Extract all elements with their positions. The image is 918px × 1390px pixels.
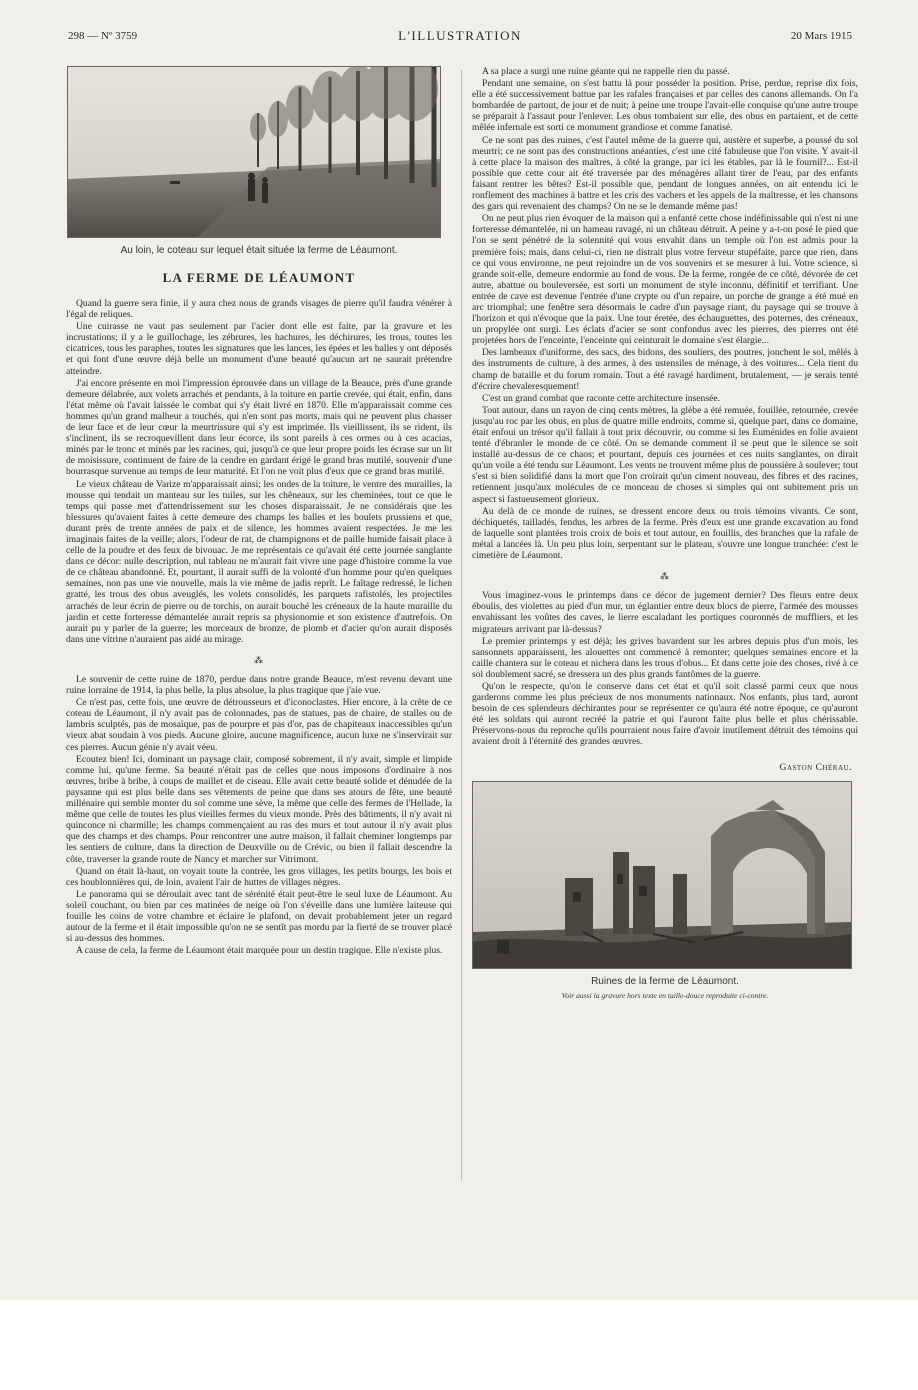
left-column — [66, 66, 452, 957]
article-paragraph: Le vieux château de Varize m'apparaissait ainsi; les ondes de la toiture, le ventre des murailles, la mousse qui tendait un manteau sur les tuiles, sur les chêneaux, sur les cheminées, tout ce que le temps qui passe met d'attendrissement sur les choses disparaissait. Je ne considérais que les blessures qu'avaient faites à cette demeure des champs les balles et les boulets prussiens et que, durant près de trente années de paix et de silence, les hommes avaient respectées. Je me les imaginais faites de la veille; alors, l'odeur de rat, de champignons et de paille humide faisait place à celle de la poudre et des feux de bivouac. Je me représentais ce qu'avait été cette journée sanglante dans ce décor: nulle description, nul tableau ne m'aurait fait vivre une page d'histoire comme la vue de ce château abandonné. Et, pourtant, il aurait suffi de la volonté d'un homme pour qu'en quelques semaines, non pas une vie nouvelle, mais la vie même de jadis reprît. Le faîtage redressé, le lichen gratté, les trous des obus aveuglés, les volets consolidés, les parquets rafistolés, les projectiles arrachés de leur écrin de pierre ou de torchis, on aurait bouché les créneaux de la haute muraille du jardin et cette forteresse démantelée aurait repris sa physionomie et son existence d'autrefois. On aurait pu y parler de la guerre; les morceaux de bronze, de plomb et d'acier qu'on aurait disposés dans une vitrine n'auraient pas aidé au mirage. — [66, 478, 452, 645]
right-column — [472, 66, 858, 1000]
section-separator: ⁂ — [254, 654, 264, 665]
article-paragraph: Une cuirasse ne vaut pas seulement par l'acier dont elle est faite, par la gravure et les incrustations; il y a le guillochage, les zébrures, les hachures, les déchirures, les trous, toutes les cicatrices, tous les paraphes, toutes les signatures que les lances, les épées et les balles y ont déposés et qui font d'une œuvre déjà belle un monument d'une beauté qu'aucun art ne saurait prétendre atteindre. — [66, 321, 452, 377]
section-separator: ⁂ — [660, 571, 670, 582]
article-paragraph: C'est un grand combat que raconte cette architecture insensée. — [482, 392, 721, 404]
article-paragraph: Ecoutez bien! Ici, dominant un paysage clair, composé sobrement, il n'y avait, simple et limpide comme lui, qu'une ferme. Sa beauté n'était pas de celles que nous imposons d'ordinaire à nos œuvres, bribe à bribe, à coups de maillet et de ciseau. Elle avait cette beauté solide et dénudée de la paysanne qui est plus belle dans ses vêtements de peine que dans ses atours de fête, une beauté millénaire qui semble monter du sol comme une sève, la même que celle des fermes de l'Hellade, la même que celle de toutes les plus vieilles fermes du vieux monde. Près des bâtiments, il n'y avait ni quinconce ni charmille; les champs commençaient au ras des murs et tout autour il n'y avait plus que des champs et des champs. Pour rencontrer une autre maison, il fallait cheminer longtemps par les sentiers de culture, dans la direction de Deuxville ou de Crévic, ou bien il fallait descendre la côte, traverser la grande route de Nancy et marcher sur Vitrimont. — [66, 753, 452, 865]
article-paragraph: A sa place a surgi une ruine géante qui ne rappelle rien du passé. — [482, 66, 730, 77]
article-title: LA FERME DE LÉAUMONT — [162, 270, 356, 285]
article-paragraph: Le premier printemps y est déjà; les grives bavardent sur les arbres depuis plus d'un mois, les sansonnets apparaissent, les alouettes ont commencé à remonter; quelques semaines encore et la caille chantera sur le coteau et nichera dans les trous d'obus... Et dans cette joie des choses, rivé à ce sol doublement sacré, se dressera un des plus grands fantômes de la guerre. — [472, 635, 858, 680]
page-header — [68, 30, 852, 44]
article-paragraph: Le panorama qui se déroulait avec tant de sérénité était peut-être le seul luxe de Léaumont. Au soleil couchant, ou bien par ces matinées de neige où l'on s'éveille dans une lumière laiteuse qui fouille les coins de votre chambre et éclaire le plafond, on devait probablement jeter un regard autour de la ferme et il était impossible qu'on ne se sentît pas mordu par la fierté de se trouver placé si au-dessus des hommes. — [66, 888, 452, 945]
article-paragraph: Tout autour, dans un rayon de cinq cents mètres, la glèbe a été remuée, fouillée, retournée, crevée jusqu'au roc par les obus, en plus de quatre mille endroits, comme si, quelque part, dans ce domaine, était enfoui un trésor qu'il fallait à tout prix découvrir, ou comme si les Euménides en folie avaient tenté d'ébranler le monde de ce côté. On se demande comment il se peut que le silence se soit installé au-dessus de ce chaos; et pourtant, depuis ces journées et ces nuits sanglantes, on dirait qu'un voile a été tendu sur Léaumont. Les vents ne trouvent même plus de poussière à soulever; tout s'est si bien solidifié dans la mort que l'on croirait qu'un ciment nouveau, des fibres et des racines, retiennent jusqu'aux molécules de ce monceau de choses si simples qui ont subitement pris un aspect si fastueusement glorieux. — [472, 404, 858, 505]
page-number: 298 — Nº 3759 — [68, 30, 138, 42]
landscape-illustration — [68, 67, 440, 237]
publication-title: L'ILLUSTRATION — [398, 28, 522, 43]
right-article-text — [472, 66, 858, 773]
article-paragraph: Des lambeaux d'uniforme, des sacs, des bidons, des souliers, des poutres, jonchent le sol, mêlés à des instruments de culture, à des armes, à des ustensiles de ménage, à des voitures... Cela tient du champ de bataille et du forum romain. Tout a été ravagé hardiment, brutalement, — je serais tenté d'écrire chevaleresquement! — [472, 347, 858, 392]
ruins-illustration — [473, 782, 851, 968]
article-paragraph: Qu'on le respecte, qu'on le conserve dans cet état et qu'il soit classé parmi ceux que nous garderons comme les plus précieux de nos monuments nationaux. Nos enfants, plus tard, auront besoin de ces splendeurs déchirantes pour se représenter ce qu'aura été notre époque, ce qu'auront été les soldats qui auront recréé la patrie et qui l'auront faite plus belle et plus chérissable. Préservons-nous du reproche qu'ils pourraient nous faire d'avoir inutilement détruit des témoins qui avaient droit à l'éternité des grandes œuvres. — [472, 680, 858, 748]
landscape-photo — [67, 66, 441, 238]
article-paragraph: Quand la guerre sera finie, il y aura chez nous de grands visages de pierre qu'il faudra vénérer à l'égal de reliques. — [66, 298, 452, 321]
ruins-photo — [472, 781, 852, 969]
article-paragraph: Ce n'est pas, cette fois, une œuvre de détrousseurs et d'iconoclastes. Hier encore, à la crête de ce coteau de Léaumont, il n'y avait pas de colonnades, pas de statues, pas de chaire, de stalles ou de lambris sculptés, pas de mosaïque, pas de pourpre et pas d'or, pas de chapiteaux inaccessibles qu'un vieux abat soudain à vos pieds. Aucune gloire, aucune magnificence, aucun luxe ne s'inservirait sur ces pierres. Aucun génie n'y avait véeu. — [66, 697, 452, 753]
column-divider — [461, 70, 462, 1180]
issue-date: 20 Mars 1915 — [790, 30, 852, 42]
left-article-text — [66, 298, 452, 956]
article-paragraph: Au delà de ce monde de ruines, se dressent encore deux ou trois témoins vivants. Ce sont, déchiquetés, tailladés, fendus, les arbres de la ferme. Près d'eux est une grande excavation au fond de laquelle sont plantées trois croix de bois et tout autour, en fouillis, des branches que la rafale de métal a lancées là. Un peu plus loin, serpentant sur le plateau, s'ouvre une longue tranchée: c'est le cimetière de Léaumont. — [472, 505, 858, 562]
article-paragraph: Ce ne sont pas des ruines, c'est l'autel même de la guerre qui, austère et superbe, a poussé du sol meurtri; ce ne sont pas des constructions anéanties, c'est une cité fabuleuse que l'on visite. Y avait-il à cette place la maison des maîtres, à côté la grange, par ici les étables, par là le fournil?... Est-il possible que cette cour ait été traversée par des ménagères allant tirer de l'eau, par des enfants faisant rentrer les bêtes? Est-il possible que, pendant de longues années, on ait entendu ici le ronflement des machines à battre et les cris des vachers et les appels de la maîtresse, et les chansons des gars qui revenaient des champs? On ne se le demande même pas! — [472, 134, 858, 213]
landscape-photo-caption: Au loin, le coteau sur lequel était située la ferme de Léaumont. — [120, 245, 398, 256]
article-paragraph: On ne peut plus rien évoquer de la maison qui a enfanté cette chose indéfinissable qui n'est ni une forteresse démantelée, ni un hameau ravagé, ni un château détruit. A peine y a-t-on posé le pied que l'on se sent pénétré de la solennité qui vous envahit dans un temple où l'on est admis pour la première fois; mais, dans celui-ci, rien ne distrait plus votre ferveur stupéfaite, parce que rien, dans ce qui vous environne, ne peut rejoindre un de vos souvenirs et se mesurer à lui. Votre science, si grande soit-elle, demeure endormie au fond de vous. De la ferme, rongée de ce côté, dévorée de cet autre, abattue ou bouleversée, est sorti un monument de style inconnu, définitif et terrifiant. Une entrée de cave est devenue l'entrée d'une crypte ou d'un repaire, un porche de grange a été mué en arc triomphal; une fenêtre sera désormais le cadre d'un paysage riant, du paysage qui se trouve à l'horizon et qui n'évoque que la paix. Une tour éretée, des échauguettes, des poternes, des créneaux, un propylée ont surgi. Les éclats d'acier se sont confondus avec les pierres, des pierres ont été projetées hors de l'enceinte, l'enceinte qui ceinturait le domaine s'est élargie... — [472, 213, 858, 347]
article-paragraph: Le souvenir de cette ruine de 1870, perdue dans notre grande Beauce, m'est revenu devant une ruine lorraine de 1914, la plus belle, la plus absolue, la plus tragique que j'aie vue. — [66, 674, 452, 697]
article-paragraph: A cause de cela, la ferme de Léaumont était marquée pour un destin tragique. Elle n'existe plus. — [76, 945, 443, 957]
ruins-photo-caption: Ruines de la ferme de Léaumont. — [591, 975, 739, 987]
article-paragraph: Quand on était là-haut, on voyait toute la contrée, les gros villages, les petits bourgs, les bois et ces houblonnières qui, de loin, avaient l'air de huttes de villages nègres. — [66, 865, 452, 888]
article-paragraph: Pendant une semaine, on s'est battu là pour posséder la position. Prise, perdue, reprise dix fois, elle a été successivement battue par les rafales françaises et par celles des canons allemands. On l'a bombardée de partout, de jour et de nuit; à peine une troupe l'avait-elle conquise qu'une autre troupe se préparait à l'assaut pour l'enlever. Les obus tombaient sur elle, des obus en partaient, et de cette mêlée infernale est sorti ce monument grandiose et comme fanatisé. — [472, 78, 858, 134]
author-signature: Gaston Chérau. — [779, 761, 852, 773]
ruins-photo-credit: Voir aussi la gravure hors texte en taille-douce reproduite ci-contre. — [561, 990, 769, 1000]
article-paragraph: J'ai encore présente en moi l'impression éprouvée dans un village de la Beauce, près d'une grande demeure délabrée, aux volets arrachés et pendants, à la toiture en partie crevée, qui était, enfin, dans l'état même où l'avait laissée le combat qui s'y était livré en 1870. Elle m'apparaissait comme ces hommes qu'un grand malheur a touchés, qui n'en sont pas morts, mais qui ne peuvent plus chasser de leur face et de leur cœur la meurtrissure qui s'y est imprimée. Ils vieillissent, ils se rident, ils s'inclinent, ils se recroquevillent dans leur écorce, ils sont pareils à ces ormes ou à ces acacias, minés par le tronc et minés par les racines, qui, jusqu'à ce que leur propre poids les écrase sur un lit de moisissure, continuent de faire de la cendre en gardant érigé le grand bras mutilé, souvenir d'une bourrasque survenue au temps de leur maturité. Et l'on ne voit plus d'eux que ce grand bras mutilé. — [66, 377, 452, 478]
article-paragraph: Vous imaginez-vous le printemps dans ce décor de jugement dernier? Des fleurs entre deux éboulis, des violettes au pied d'un mur, un églantier entre deux blocs de pierre, l'armée des mousses envahissant les voûtes des caves, le lierre escaladant les portiques couronnés de muffliers, et les migrateurs arrivant par là-dessus? — [472, 590, 858, 635]
